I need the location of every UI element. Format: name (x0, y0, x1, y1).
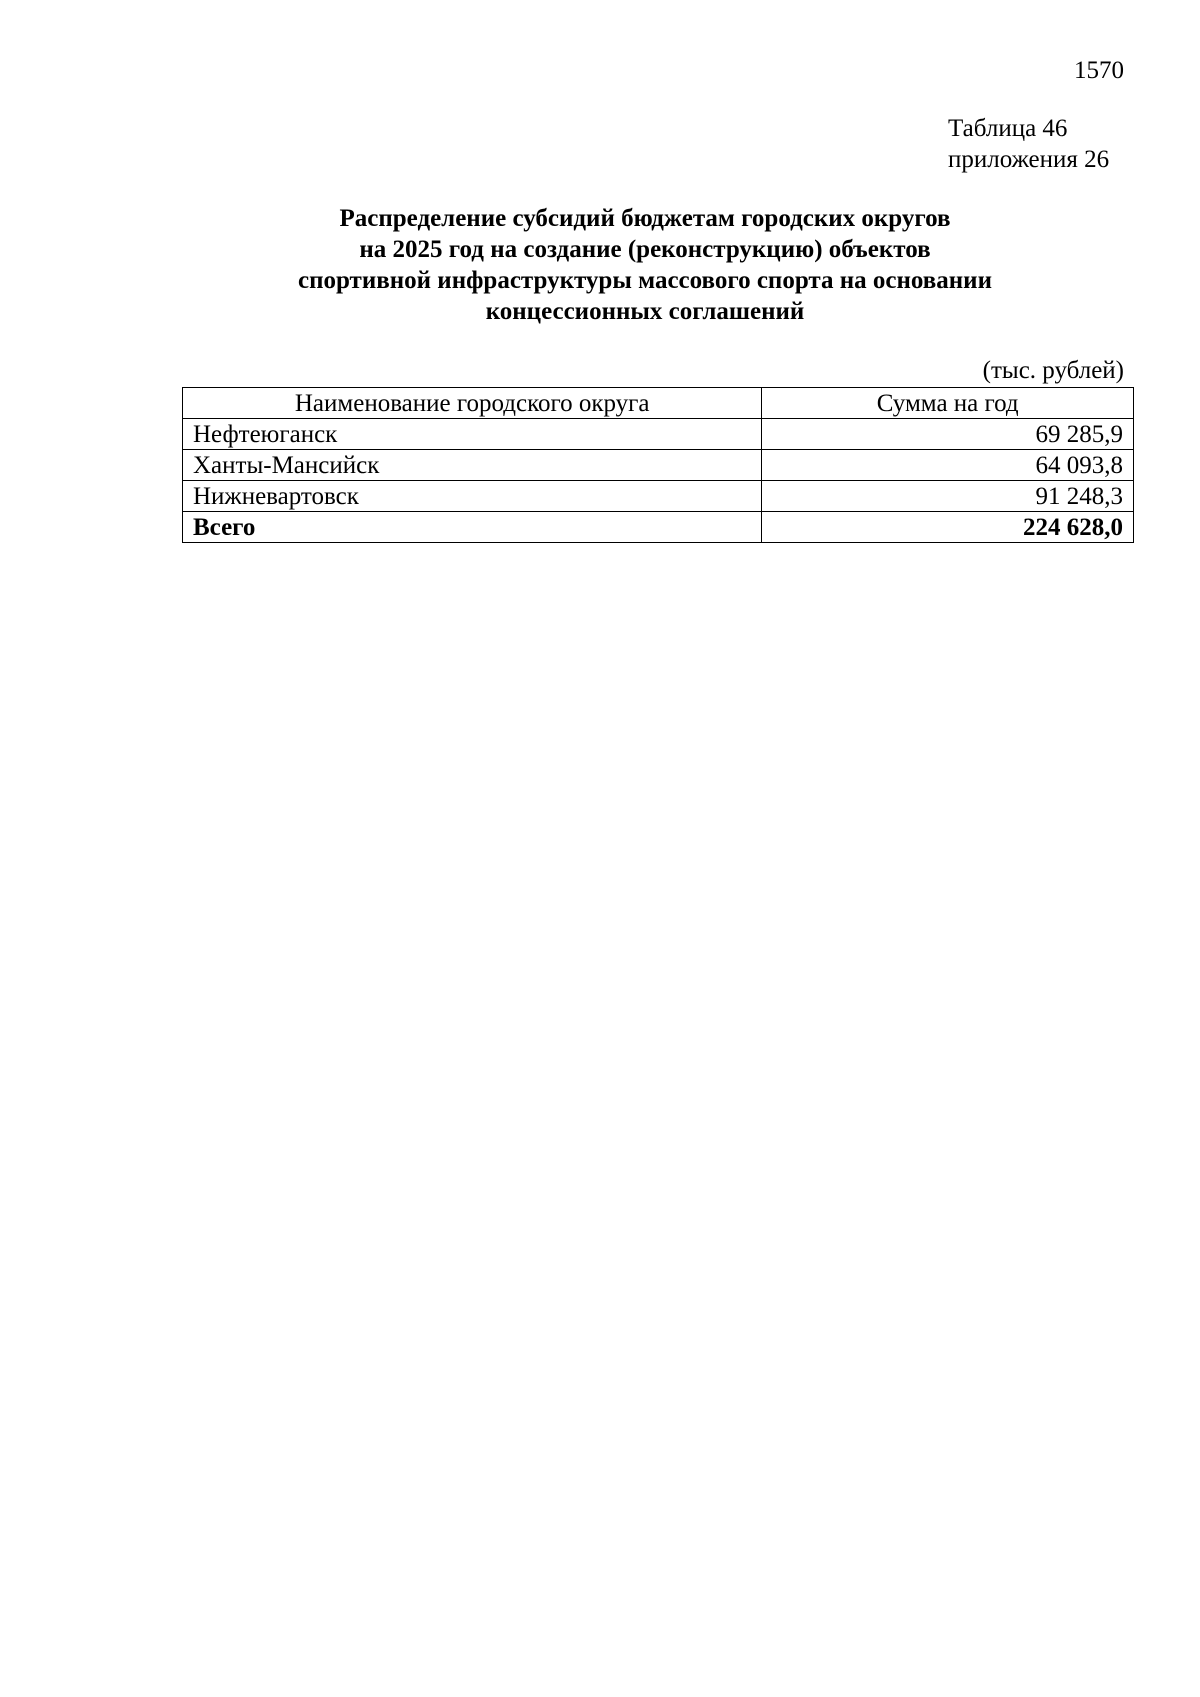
district-name: Ханты-Мансийск (183, 450, 762, 481)
table-row (183, 481, 1134, 512)
total-label: Всего (183, 512, 762, 543)
table-row (183, 419, 1134, 450)
district-name: Нижневартовск (183, 481, 762, 512)
title-line: на 2025 год на создание (реконструкцию) объектов (359, 236, 931, 263)
total-row (183, 512, 1134, 543)
district-name: Нефтеюганск (183, 419, 762, 450)
table-number: Таблица 46 (948, 115, 1068, 142)
units-label: (тыс. рублей) (982, 357, 1124, 384)
table-row (183, 450, 1134, 481)
district-amount: 69 285,9 (762, 419, 1134, 450)
district-amount: 64 093,8 (762, 450, 1134, 481)
document-title (180, 203, 1110, 327)
title-line: спортивной инфраструктуры массового спорта на основании (297, 267, 992, 294)
column-header-district: Наименование городского округа (183, 388, 762, 419)
subsidy-table (182, 387, 1134, 543)
total-amount: 224 628,0 (762, 512, 1134, 543)
district-amount: 91 248,3 (762, 481, 1134, 512)
table-header-row (183, 388, 1134, 419)
appendix-number: приложения 26 (948, 146, 1110, 173)
page-number: 1570 (1074, 57, 1124, 84)
table-reference (900, 113, 1124, 175)
title-line: концессионных соглашений (485, 298, 805, 325)
column-header-amount: Сумма на год (762, 388, 1134, 419)
title-line: Распределение субсидий бюджетам городских округов (339, 205, 951, 232)
